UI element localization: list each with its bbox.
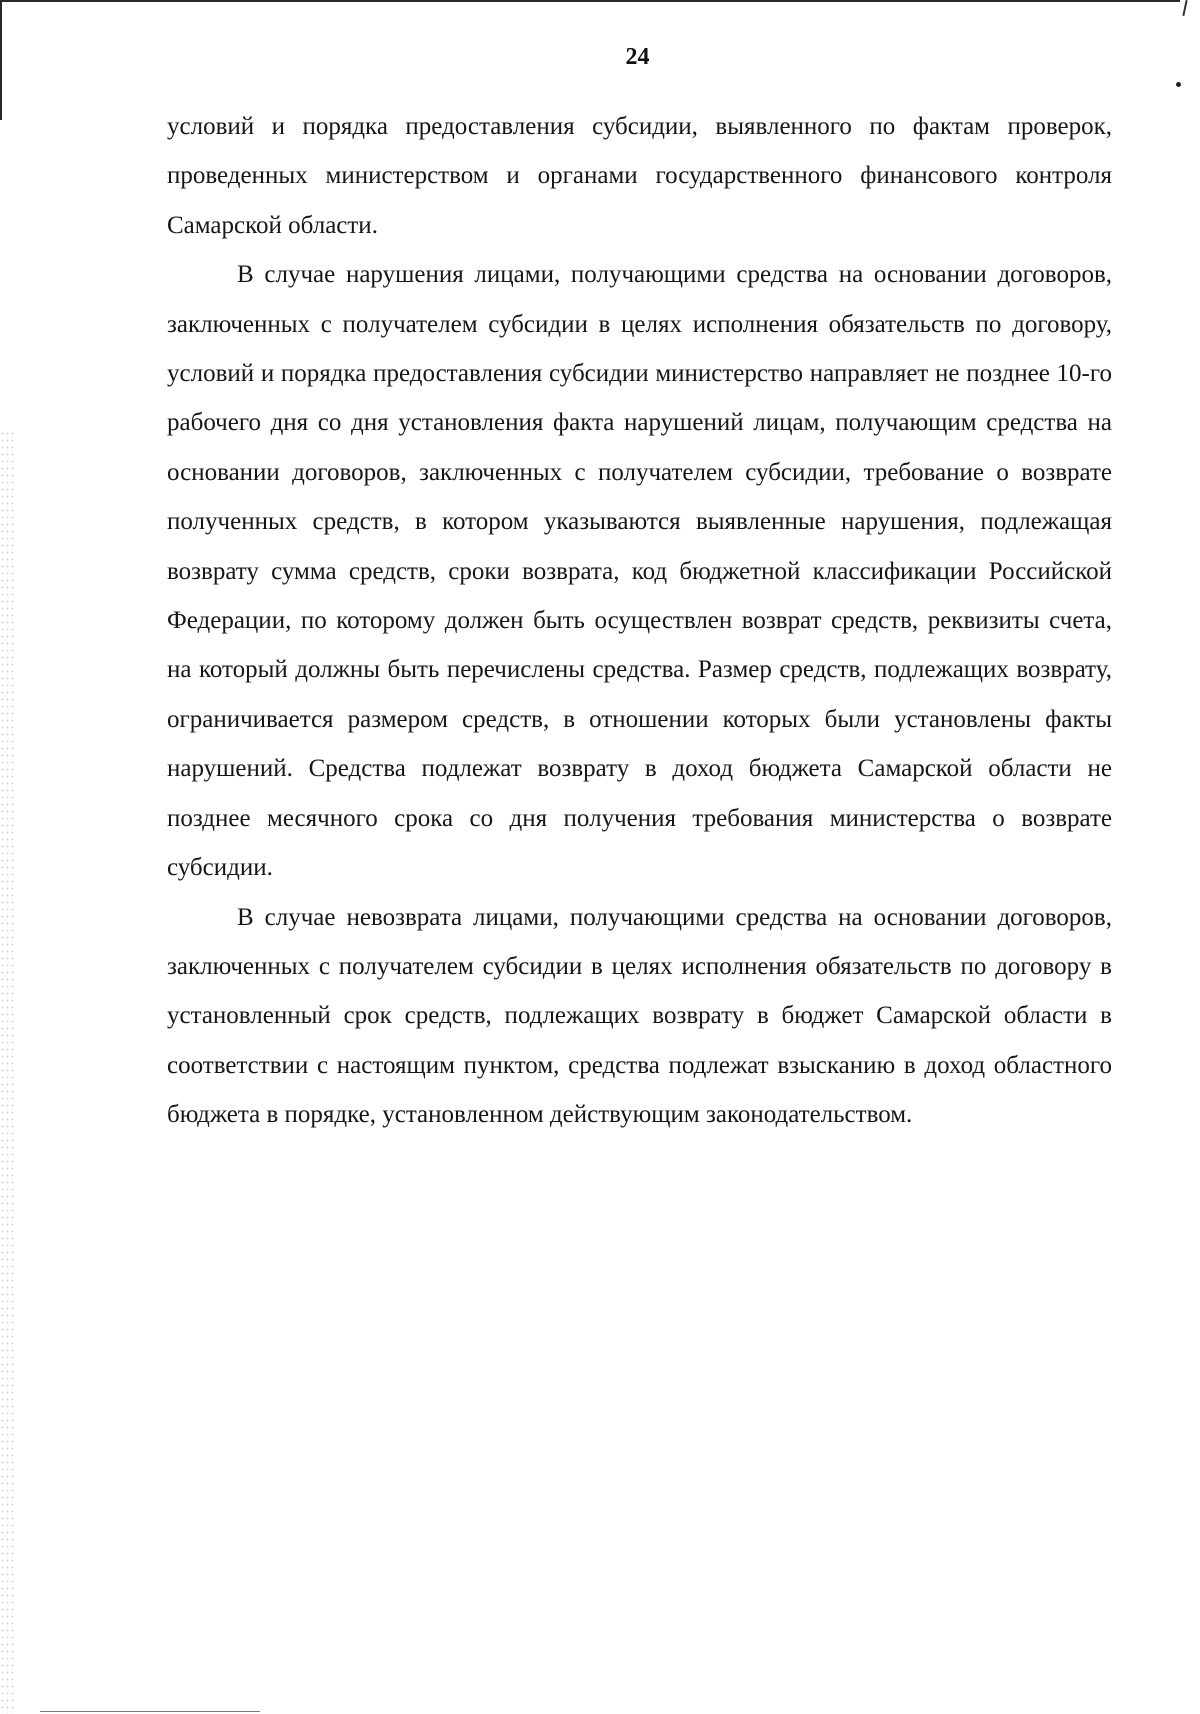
scan-edge-top xyxy=(0,0,1180,2)
scan-speckle-left xyxy=(0,430,14,1714)
scan-corner-mark xyxy=(1182,0,1187,16)
document-body xyxy=(167,102,1112,1140)
scan-bottom-line xyxy=(40,1711,260,1712)
paragraph-1: условий и порядка предоставления субсидии, выявленного по фактам проверок, проведенных министерством и органами государственного финансового контроля Самарской области. xyxy=(167,113,1112,239)
paragraph-2: В случае нарушения лицами, получающими средства на основании договоров, заключенных с получателем субсидии в целях исполнения обязательств по договору, условий и порядка предоставления субсидии министерство направляет не позднее 10-го рабочего дня со дня установления факта нарушений лицам, получающим средства на основании договоров, заключенных с получателем субсидии, требование о возврате полученных средств, в котором указываются выявленные нарушения, подлежащая возврату сумма средств, сроки возврата, код бюджетной классификации Российской Федерации, по которому должен быть осуществлен возврат средств, реквизиты счета, на который должны быть перечислены средства. Размер средств, подлежащих возврату, ограничивается размером средств, в отношении которых были установлены факты нарушений. Средства подлежат возврату в доход бюджета Самарской области не позднее месячного срока со дня получения требования министерства о возврате субсидии. xyxy=(167,261,1112,882)
paragraph-3: В случае невозврата лицами, получающими средства на основании договоров, заключенных с получателем субсидии в целях исполнения обязательств по договору в установленный срок средств, подлежащих возврату в бюджет Самарской области в соответствии с настоящим пунктом, средства подлежат взысканию в доход областного бюджета в порядке, установленном действующим законодательством. xyxy=(167,903,1112,1129)
page-number: 24 xyxy=(625,44,650,70)
scan-dot xyxy=(1176,82,1181,87)
